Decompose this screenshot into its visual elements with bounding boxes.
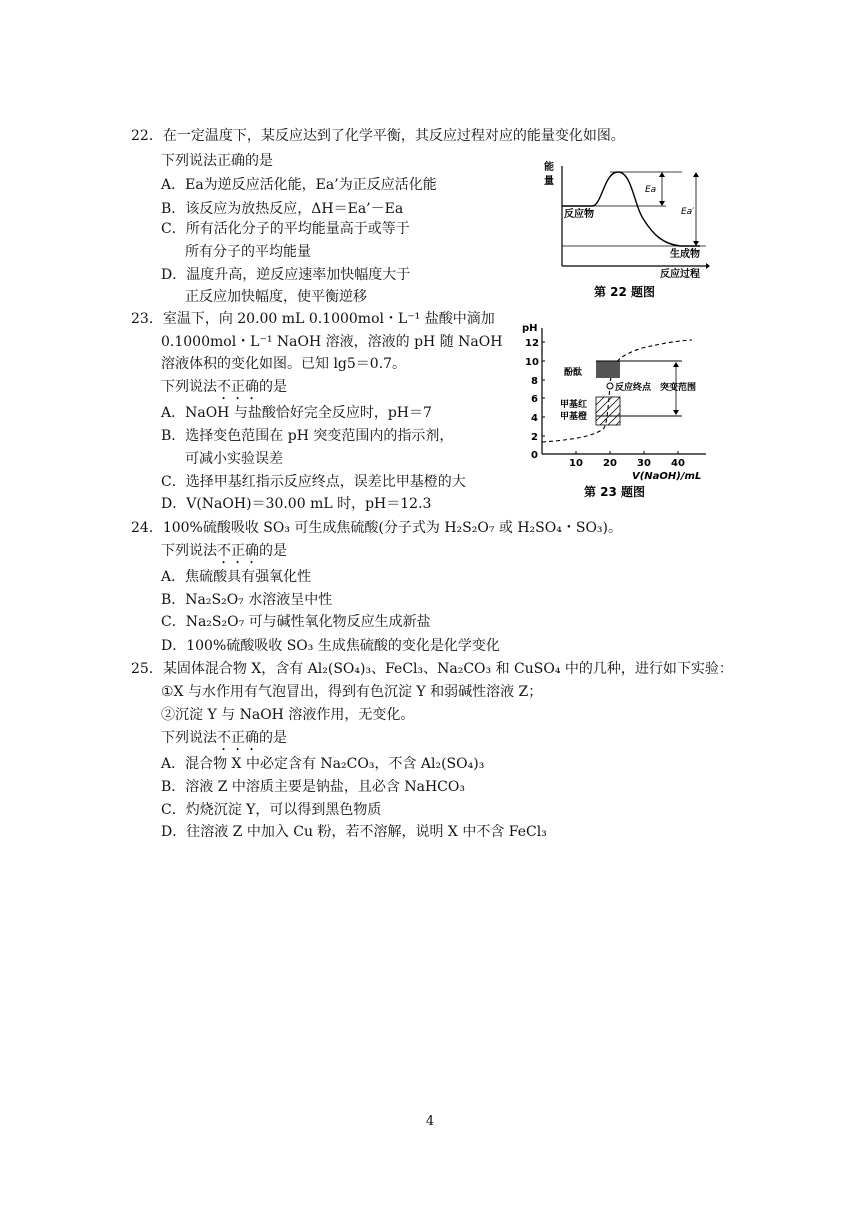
q25-stem: 25．某固体混合物 X，含有 Al₂(SO₄)₃、FeCl₃、Na₂CO₃ 和 CuSO₄ 中的几种，进行如下实验： xyxy=(131,661,733,677)
emphasis-text: 不正确 xyxy=(217,379,259,395)
ea-prime-arrow-head-bottom xyxy=(693,241,699,246)
ytick-10: 10 xyxy=(525,357,539,368)
q22-option-c-line2: 所有分子的平均能量 xyxy=(185,244,311,260)
methyl-indicator-range xyxy=(596,397,620,425)
q23-option-d: D．V(NaOH)＝30.00 mL 时，pH＝12.3 xyxy=(161,496,432,512)
ytick-12: 12 xyxy=(525,338,539,349)
product-label: 生成物 xyxy=(670,249,700,260)
xtick-10: 10 xyxy=(569,458,583,469)
q24-option-b: B．Na₂S₂O₇ 水溶液呈中性 xyxy=(161,592,333,608)
ea-arrow-head-top xyxy=(659,172,665,177)
q23-figure-caption: 第 23 题图 xyxy=(584,485,646,499)
ytick-8: 8 xyxy=(531,376,538,387)
ytick-0: 0 xyxy=(531,450,538,461)
ylabel-char2: 量 xyxy=(544,176,554,187)
q23-stem-line1: 23．室温下，向 20.00 mL 0.1000mol・L⁻¹ 盐酸中滴加 xyxy=(131,311,495,327)
q22-figure-caption: 第 22 题图 xyxy=(594,285,656,299)
xlabel: 反应过程 xyxy=(660,269,700,280)
q23-option-a: A．NaOH 与盐酸恰好完全反应时，pH＝7 xyxy=(161,405,432,421)
emphasis-text: 不正确 xyxy=(217,543,259,559)
q25-experiment-2: ②沉淀 Y 与 NaOH 溶液作用，无变化。 xyxy=(161,707,415,723)
endpoint-label: 反应终点 xyxy=(615,383,652,393)
q24-option-a: A．焦硫酸具有强氧化性 xyxy=(161,569,312,585)
q23-stem-line2: 0.1000mol・L⁻¹ NaOH 溶液，溶液的 pH 随 NaOH xyxy=(161,334,503,350)
q23-option-b-line1: B．选择变色范围在 pH 突变范围内的指示剂， xyxy=(161,428,454,444)
q25-experiment-1: ①X 与水作用有气泡冒出，得到有色沉淀 Y 和弱碱性溶液 Z； xyxy=(161,684,543,700)
q25-option-b: B．溶液 Z 中溶质主要是钠盐，且必含 NaHCO₃ xyxy=(161,779,465,795)
q22-prompt: 下列说法正确的是 xyxy=(161,153,273,169)
q23-option-b-line2: 可减小实验误差 xyxy=(185,451,283,467)
q22-stem-line1: 22．在一定温度下，某反应达到了化学平衡，其反应过程对应的能量变化如图。 xyxy=(131,128,625,144)
ytick-6: 6 xyxy=(531,394,538,405)
q25-option-c: C．灼烧沉淀 Y，可以得到黑色物质 xyxy=(161,802,382,818)
ea-prime-label: Ea′ xyxy=(681,207,695,217)
emphasis-text: 不正确 xyxy=(217,730,259,746)
ylabel-char1: 能 xyxy=(544,162,554,173)
q25-option-d: D．往溶液 Z 中加入 Cu 粉，若不溶解，说明 X 中不含 FeCl₃ xyxy=(161,824,547,840)
ea-prime-arrow-head-top xyxy=(693,172,699,177)
q22-option-b: B．该反应为放热反应，ΔH＝Ea’－Ea xyxy=(161,201,404,217)
jump-range-label: 突变范围 xyxy=(660,383,697,393)
reactant-label: 反应物 xyxy=(564,209,594,220)
q23-prompt: 下列说法不正确的是 xyxy=(161,379,287,395)
ytick-4: 4 xyxy=(531,413,538,424)
xtick-30: 30 xyxy=(637,458,651,469)
q24-option-c: C．Na₂S₂O₇ 可与碱性氧化物反应生成新盐 xyxy=(161,614,431,630)
xlabel: V(NaOH)/mL xyxy=(632,471,702,482)
jump-arrow-head-bottom xyxy=(673,410,679,415)
q24-stem: 24．100%硫酸吸收 SO₃ 可生成焦硫酸(分子式为 H₂S₂O₇ 或 H₂SO₄・SO₃)。 xyxy=(131,520,622,536)
endpoint-marker xyxy=(607,383,613,389)
q22-option-c-line1: C．所有活化分子的平均能量高于或等于 xyxy=(161,221,410,237)
q23-option-c: C．选择甲基红指示反应终点，误差比甲基橙的大 xyxy=(161,474,466,490)
q25-option-a: A．混合物 X 中必定含有 Na₂CO₃，不含 Al₂(SO₄)₃ xyxy=(161,756,485,772)
ea-label: Ea xyxy=(645,185,657,195)
phenolphthalein-label: 酚酞 xyxy=(564,368,583,378)
q24-prompt: 下列说法不正确的是 xyxy=(161,543,287,559)
q23-titration-curve xyxy=(512,318,718,502)
q25-prompt: 下列说法不正确的是 xyxy=(161,730,287,746)
ytick-2: 2 xyxy=(531,432,538,443)
phenolphthalein-range xyxy=(596,361,620,378)
q23-stem-line3: 溶液体积的变化如图。已知 lg5＝0.7。 xyxy=(161,356,407,372)
xtick-20: 20 xyxy=(603,458,617,469)
jump-arrow-head-top xyxy=(673,362,679,367)
xtick-40: 40 xyxy=(671,458,685,469)
q22-option-a: A．Ea为逆反应活化能，Ea’为正反应活化能 xyxy=(161,177,437,193)
ylabel: pH xyxy=(522,323,538,334)
q22-option-d-line1: D．温度升高，逆反应速率加快幅度大于 xyxy=(161,267,411,283)
q22-energy-diagram xyxy=(540,156,710,302)
q24-option-d: D．100%硫酸吸收 SO₃ 生成焦硫酸的变化是化学变化 xyxy=(161,638,500,654)
q22-option-d-line2: 正反应加快幅度，使平衡逆移 xyxy=(185,289,367,305)
page-number: 4 xyxy=(425,1114,435,1129)
x-axis-arrow xyxy=(706,263,710,269)
ea-arrow-head-bottom xyxy=(659,201,665,206)
methyl-red-label: 甲基红 xyxy=(560,400,588,410)
methyl-orange-label: 甲基橙 xyxy=(560,412,588,422)
